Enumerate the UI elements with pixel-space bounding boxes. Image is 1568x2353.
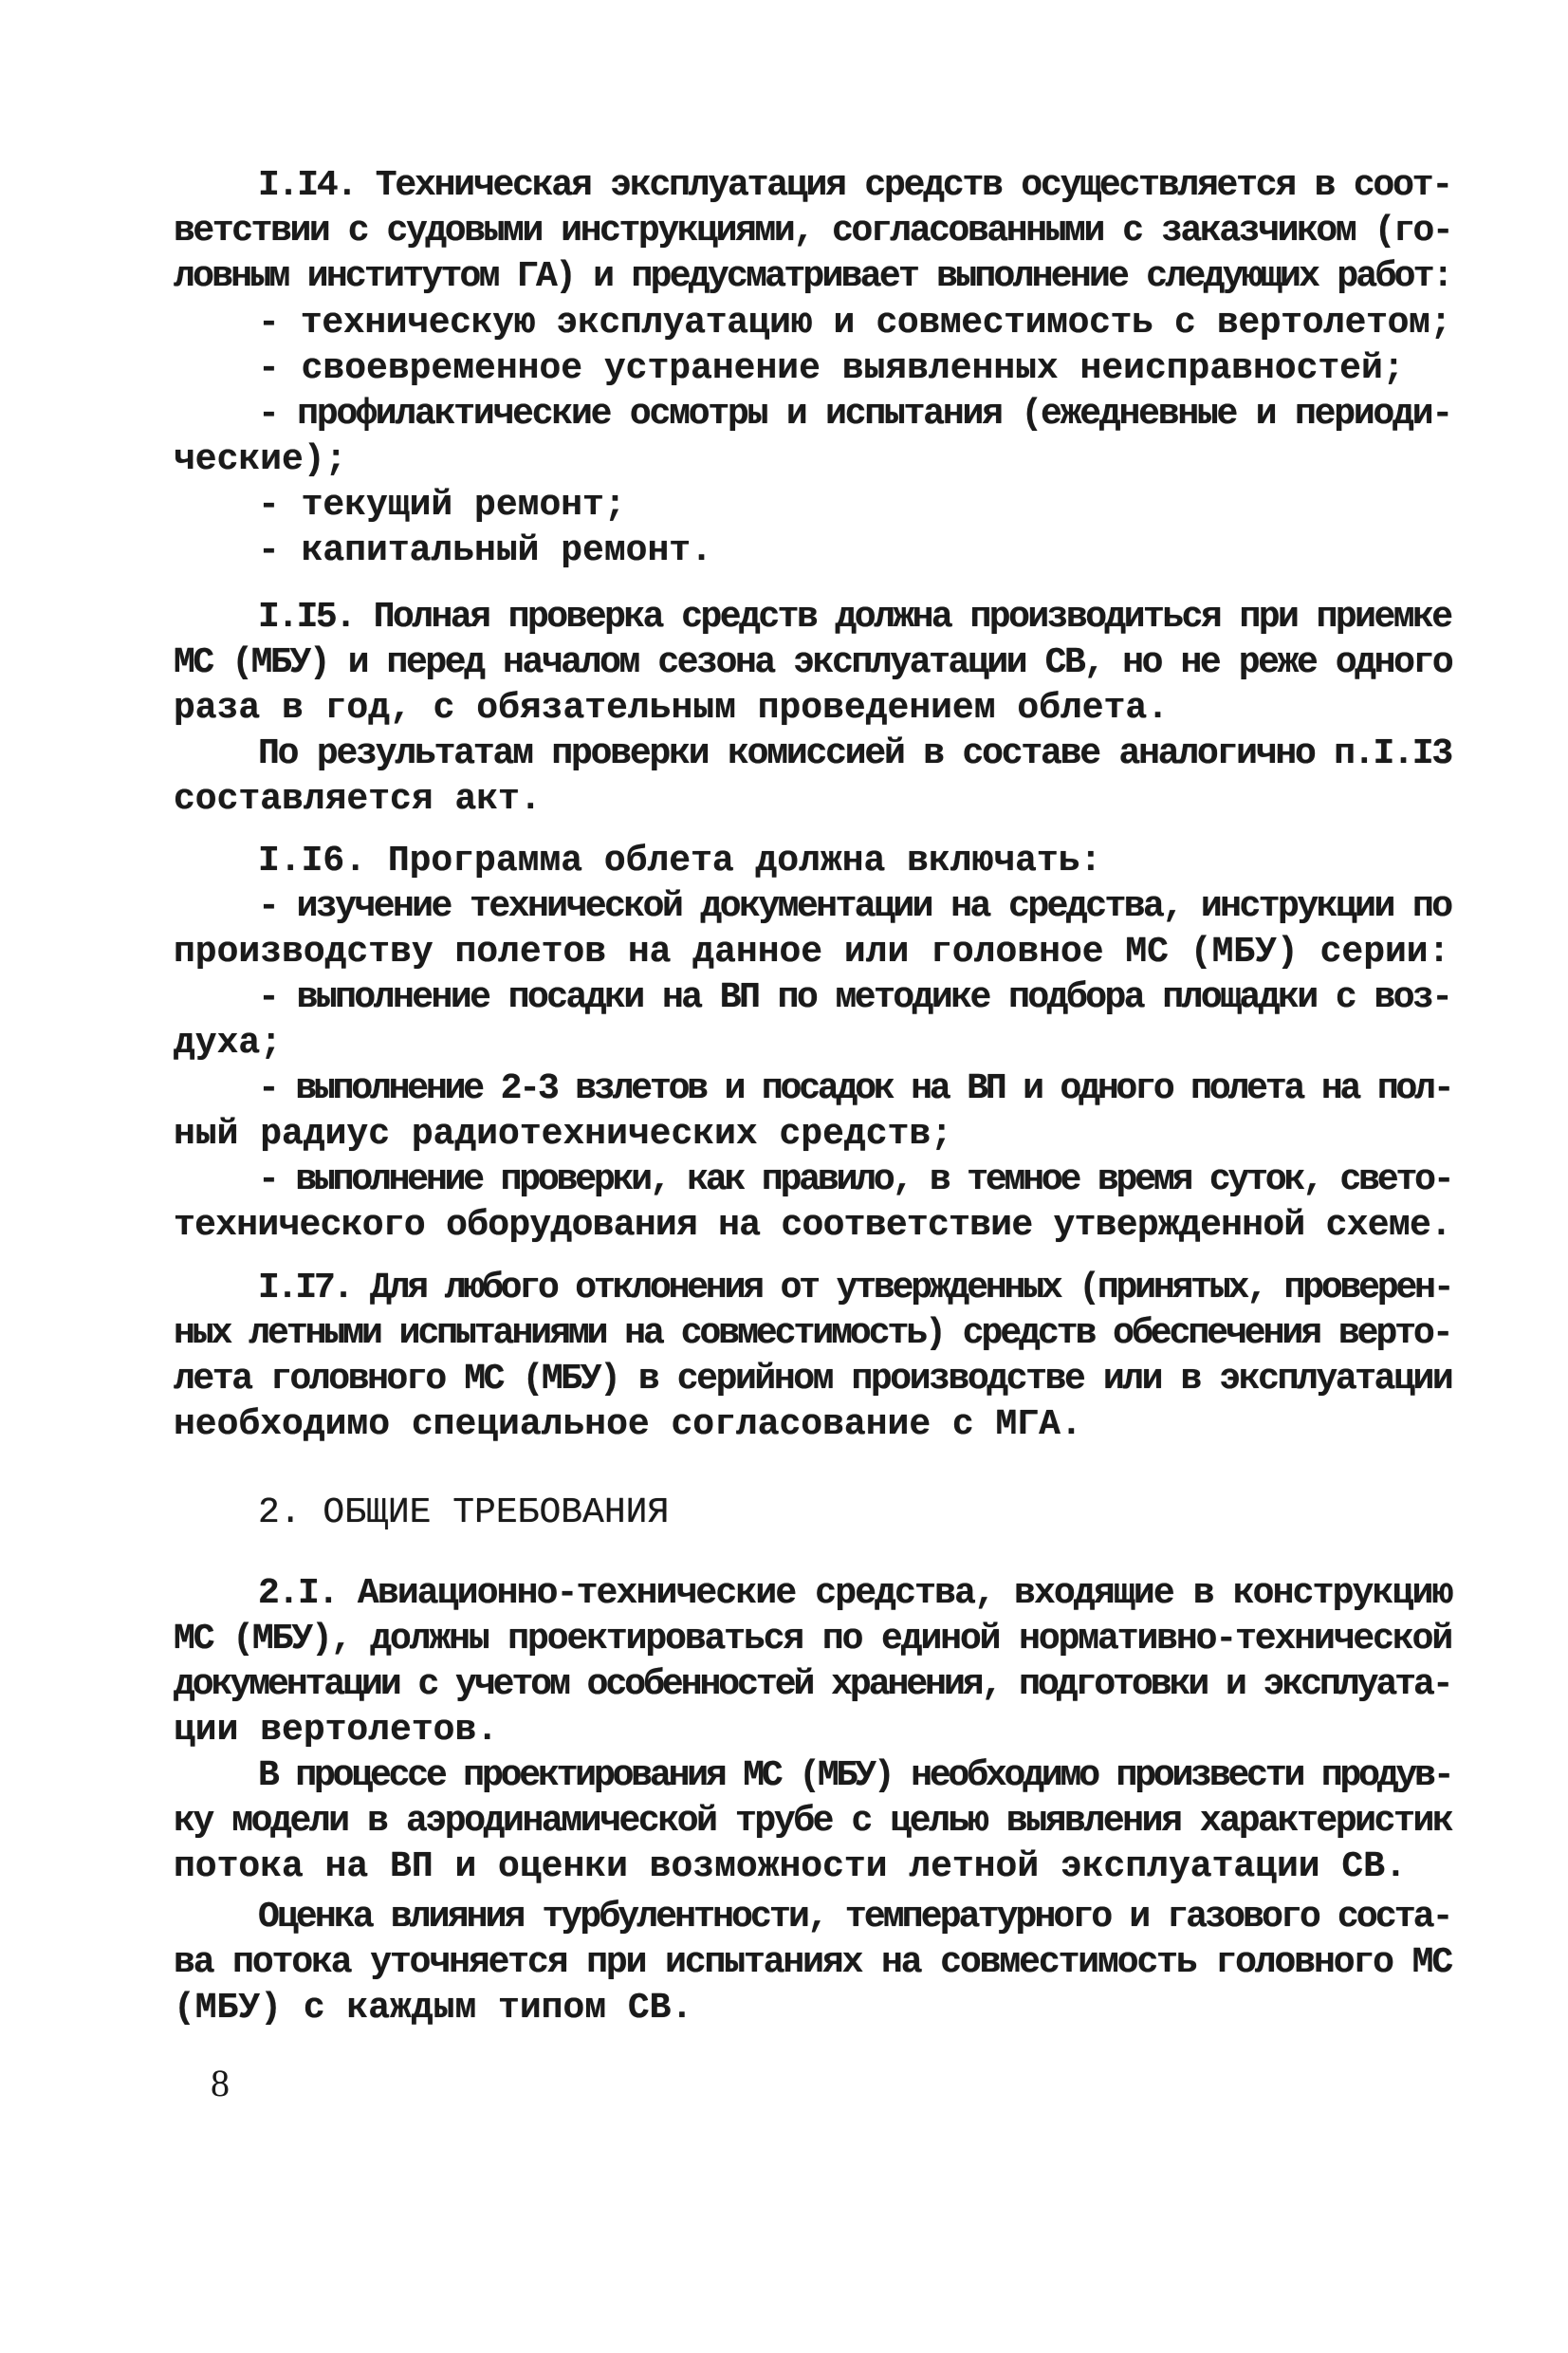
text-line: необходимо специальное согласование с МГА. (174, 1404, 1082, 1445)
text-line: МС (МБУ) и перед началом сезона эксплуатации СВ, но не реже одного (174, 642, 1452, 683)
text-line: I.I7. Для любого отклонения от утвержденных (принятых, проверен- (258, 1268, 1452, 1308)
text-line: - выполнение проверки, как правило, в темное время суток, свето- (258, 1159, 1452, 1200)
text-line: По результатам проверки комиссией в составе аналогично п.I.I3 (258, 733, 1452, 774)
text-line: ции вертолетов. (174, 1710, 499, 1751)
text-line: ветствии с судовыми инструкциями, согласованными с заказчиком (го- (174, 211, 1452, 251)
text-line: документации с учетом особенностей хранения, подготовки и эксплуата- (174, 1664, 1451, 1705)
text-line: ный радиус радиотехнических средств; (174, 1114, 952, 1155)
text-line: - техническую эксплуатацию и совместимость с вертолетом; (258, 303, 1451, 343)
text-line: - своевременное устранение выявленных неисправностей; (258, 348, 1405, 389)
text-line: - выполнение посадки на ВП по методике подбора площадки с воз- (258, 977, 1451, 1018)
text-line: МС (МБУ), должны проектироваться по единой нормативно-технической (174, 1619, 1452, 1659)
text-line: 2.I. Авиационно-технические средства, входящие в конструкцию (258, 1573, 1452, 1614)
text-line: потока на ВП и оценки возможности летной эксплуатации СВ. (174, 1846, 1407, 1887)
text-line: I.I4. Техническая эксплуатация средств осуществляется в соот- (258, 165, 1452, 206)
text-line: I.I6. Программа облета должна включать: (258, 841, 1102, 881)
section-heading: 2. ОБЩИЕ ТРЕБОВАНИЯ (258, 1492, 670, 1533)
text-line: ловным институтом ГА) и предусматривает выполнение следующих работ: (174, 256, 1451, 297)
text-line: раза в год, с обязательным проведением облета. (174, 688, 1169, 729)
text-line: - изучение технической документации на средства, инструкции по (258, 886, 1451, 927)
page-number: 8 (211, 2062, 230, 2104)
text-line: ных летными испытаниями на совместимость) средств обеспечения верто- (174, 1313, 1451, 1354)
text-line: духа; (174, 1023, 283, 1064)
text-line: ческие); (174, 439, 347, 480)
text-line: (МБУ) с каждым типом СВ. (174, 1988, 693, 2029)
text-line: I.I5. Полная проверка средств должна производиться при приемке (258, 597, 1451, 638)
text-line: В процессе проектирования МС (МБУ) необходимо произвести продув- (258, 1755, 1452, 1796)
text-line: Оценка влияния турбулентности, температурного и газового соста- (258, 1897, 1451, 1937)
text-line: - текущий ремонт; (258, 485, 626, 526)
text-line: - капитальный ремонт. (258, 530, 712, 571)
text-line: - выполнение 2-3 взлетов и посадок на ВП и одного полета на пол- (258, 1068, 1452, 1109)
text-line: ку модели в аэродинамической трубе с целью выявления характеристик (174, 1801, 1452, 1842)
text-line: составляется акт. (174, 779, 542, 820)
text-line: лета головного МС (МБУ) в серийном производстве или в эксплуатации (174, 1359, 1452, 1399)
text-line: ва потока уточняется при испытаниях на совместимость головного МС (174, 1942, 1452, 1983)
text-line: - профилактические осмотры и испытания (ежедневные и периоди- (258, 394, 1452, 435)
text-line: производству полетов на данное или головное МС (МБУ) серии: (174, 932, 1450, 973)
text-line: технического оборудования на соответствие утвержденной схеме. (174, 1205, 1452, 1246)
